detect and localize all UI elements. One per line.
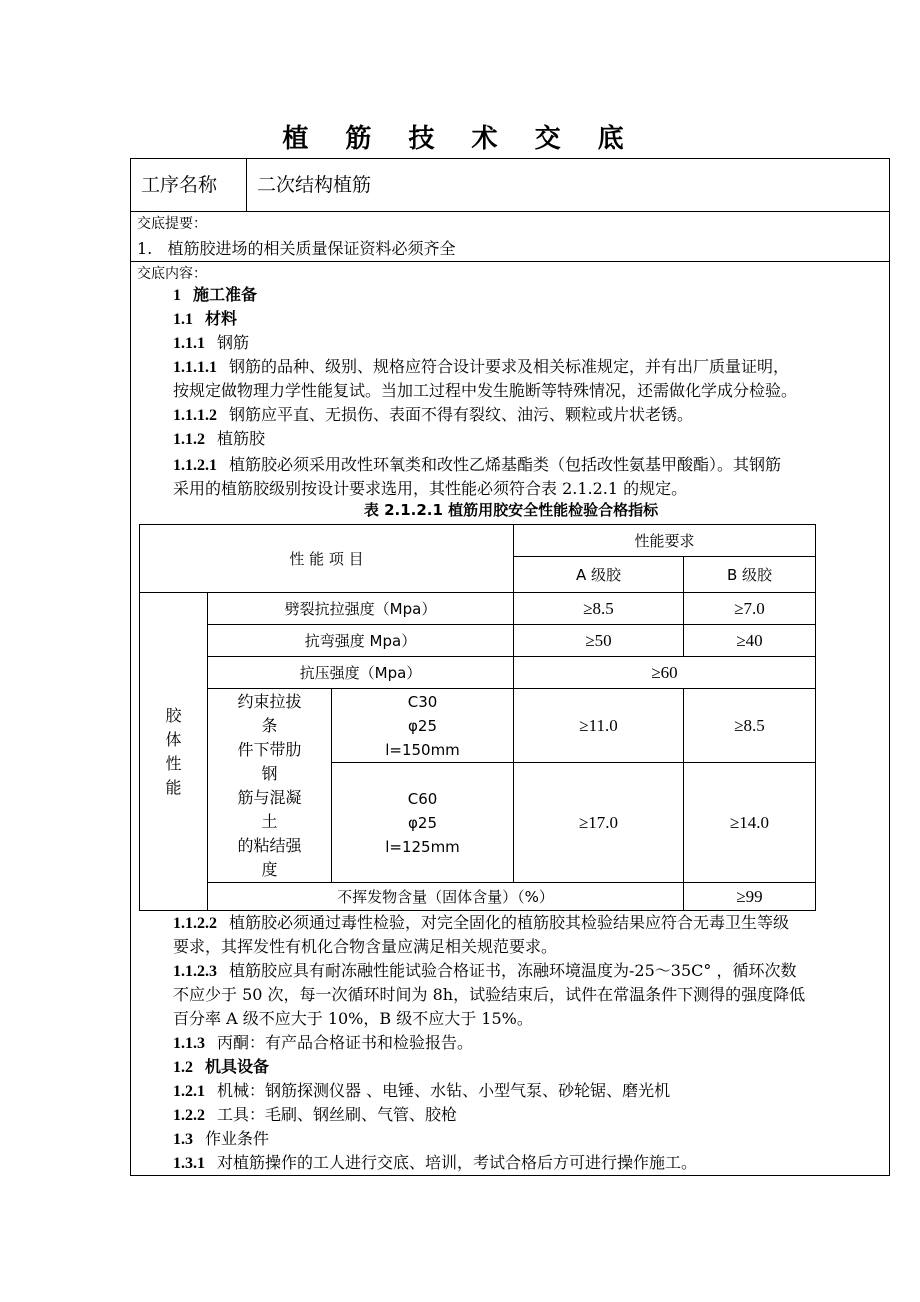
section-text: 对植筋操作的工人进行交底、培训，考试合格后方可进行操作施工。 bbox=[217, 1153, 698, 1172]
performance-table bbox=[139, 524, 816, 911]
section-text: 机械：钢筋探测仪器 、电锤、水钻、小型气泵、砂轮锯、磨光机 bbox=[217, 1081, 671, 1100]
header-item: 性 能 项 目 bbox=[140, 525, 514, 593]
section-text: 植筋胶 bbox=[217, 429, 266, 448]
section-text: 钢筋的品种、级别、规格应符合设计要求及相关标准规定，并有出厂质量证明， bbox=[229, 357, 790, 376]
value-ab: ≥60 bbox=[514, 657, 816, 689]
summary-item: 1. 植筋胶进场的相关质量保证资料必须齐全 bbox=[137, 239, 456, 258]
section-number: 1.1.1.2 bbox=[173, 407, 217, 424]
section-text: 机具设备 bbox=[205, 1059, 270, 1076]
section-number: 1.1.1.1 bbox=[173, 359, 217, 376]
section-number: 1.2 bbox=[173, 1059, 193, 1076]
section-number: 1.3 bbox=[173, 1131, 193, 1148]
section-number: 1.1.1 bbox=[173, 335, 205, 352]
section-number: 1.1.2.3 bbox=[173, 963, 217, 980]
section-text: 材料 bbox=[205, 311, 238, 328]
value-b: ≥8.5 bbox=[684, 689, 816, 763]
summary-label: 交底提要： bbox=[137, 216, 207, 232]
section-number: 1.1 bbox=[173, 311, 193, 328]
header-grade-a: A 级胶 bbox=[514, 557, 684, 593]
value-b: ≥14.0 bbox=[684, 763, 816, 883]
group-label: 胶 体 性 能 bbox=[140, 593, 208, 911]
heading-1-1-2 bbox=[173, 427, 889, 452]
para-1-1-2-3-cont2: 百分率 A 级不应大于 10%，B 级不应大于 15%。 bbox=[173, 1009, 533, 1028]
process-value: 二次结构植筋 bbox=[257, 174, 372, 196]
section-text: 施工准备 bbox=[193, 287, 258, 304]
section-number: 1.2.2 bbox=[173, 1107, 205, 1124]
document-frame bbox=[130, 158, 890, 1176]
para-1-1-2-3-cont1: 不应少于 50 次，每一次循环时间为 8h，试验结束后，试件在常温条件下测得的强度降低 bbox=[173, 985, 806, 1004]
para-1-1-2-1-cont: 采用的植筋胶级别按设计要求选用，其性能必须符合表 2.1.2.1 的规定。 bbox=[173, 479, 688, 498]
heading-1-1-1 bbox=[173, 331, 889, 356]
section-number: 1.1.3 bbox=[173, 1035, 205, 1052]
para-1-1-2-2-cont: 要求，其挥发性有机化合物含量应满足相关规范要求。 bbox=[173, 937, 558, 956]
section-number: 1.1.2.2 bbox=[173, 915, 217, 932]
section-number: 1.1.2 bbox=[173, 431, 205, 448]
value-a: ≥50 bbox=[514, 625, 684, 657]
section-number: 1 bbox=[173, 287, 181, 304]
value-b: ≥7.0 bbox=[684, 593, 816, 625]
para-1-1-2-2 bbox=[173, 911, 889, 936]
para-1-1-1-1 bbox=[173, 355, 889, 380]
section-text: 钢筋应平直、无损伤、表面不得有裂纹、油污、颗粒或片状老锈。 bbox=[229, 405, 694, 424]
heading-1 bbox=[173, 283, 889, 308]
section-number: 1.2.1 bbox=[173, 1083, 205, 1100]
table-caption: 表 2.1.2.1 植筋用胶安全性能检验合格指标 bbox=[363, 501, 659, 519]
para-1-1-1-1-cont: 按规定做物理力学性能复试。当加工过程中发生脆断等特殊情况，还需做化学成分检验。 bbox=[173, 381, 798, 400]
row-name: 抗弯强度 Mpa） bbox=[208, 625, 514, 657]
para-1-1-2-3 bbox=[173, 959, 889, 984]
value-ab: ≥99 bbox=[684, 883, 816, 911]
document-title: 植 筋 技 术 交 底 bbox=[282, 124, 638, 154]
summary-section bbox=[131, 211, 889, 262]
value-b: ≥40 bbox=[684, 625, 816, 657]
section-text: 植筋胶应具有耐冻融性能试验合格证书，冻融环境温度为-25～35C° ，循环次数 bbox=[229, 961, 797, 980]
content-label: 交底内容： bbox=[137, 266, 207, 282]
section-text: 作业条件 bbox=[205, 1129, 270, 1148]
bond-strength-label: 约束拉拔 条 件下带肋 钢 筋与混凝 土 的粘结强 度 bbox=[208, 689, 332, 883]
section-number: 1.3.1 bbox=[173, 1155, 205, 1172]
section-text: 丙酮：有产品合格证书和检验报告。 bbox=[217, 1033, 474, 1052]
para-1-2-1 bbox=[173, 1079, 889, 1104]
value-a: ≥11.0 bbox=[514, 689, 684, 763]
heading-1-3 bbox=[173, 1127, 889, 1152]
row-name: 不挥发物含量（固体含量）（%） bbox=[208, 883, 684, 911]
para-1-1-1-2 bbox=[173, 403, 889, 428]
condition-c60: C60 φ25 l=125mm bbox=[332, 763, 514, 883]
para-1-2-2 bbox=[173, 1103, 889, 1128]
row-name: 劈裂抗拉强度（Mpa） bbox=[208, 593, 514, 625]
section-text: 工具：毛刷、钢丝刷、气管、胶枪 bbox=[217, 1105, 458, 1124]
header-grade-b: B 级胶 bbox=[684, 557, 816, 593]
section-text: 钢筋 bbox=[217, 333, 250, 352]
para-1-1-3 bbox=[173, 1031, 889, 1056]
value-a: ≥17.0 bbox=[514, 763, 684, 883]
process-label: 工序名称 bbox=[131, 159, 247, 211]
heading-1-2 bbox=[173, 1055, 889, 1080]
process-row bbox=[131, 159, 889, 212]
condition-c30: C30 φ25 l=150mm bbox=[332, 689, 514, 763]
heading-1-1 bbox=[173, 307, 889, 332]
header-requirement: 性能要求 bbox=[514, 525, 816, 557]
row-name: 抗压强度（Mpa） bbox=[208, 657, 514, 689]
para-1-3-1 bbox=[173, 1151, 889, 1176]
section-text: 植筋胶必须采用改性环氧类和改性乙烯基酯类（包括改性氨基甲酸酯）。其钢筋 bbox=[229, 455, 782, 474]
para-1-1-2-1 bbox=[173, 453, 889, 478]
section-text: 植筋胶必须通过毒性检验，对完全固化的植筋胶其检验结果应符合无毒卫生等级 bbox=[229, 913, 790, 932]
section-number: 1.1.2.1 bbox=[173, 457, 217, 474]
value-a: ≥8.5 bbox=[514, 593, 684, 625]
